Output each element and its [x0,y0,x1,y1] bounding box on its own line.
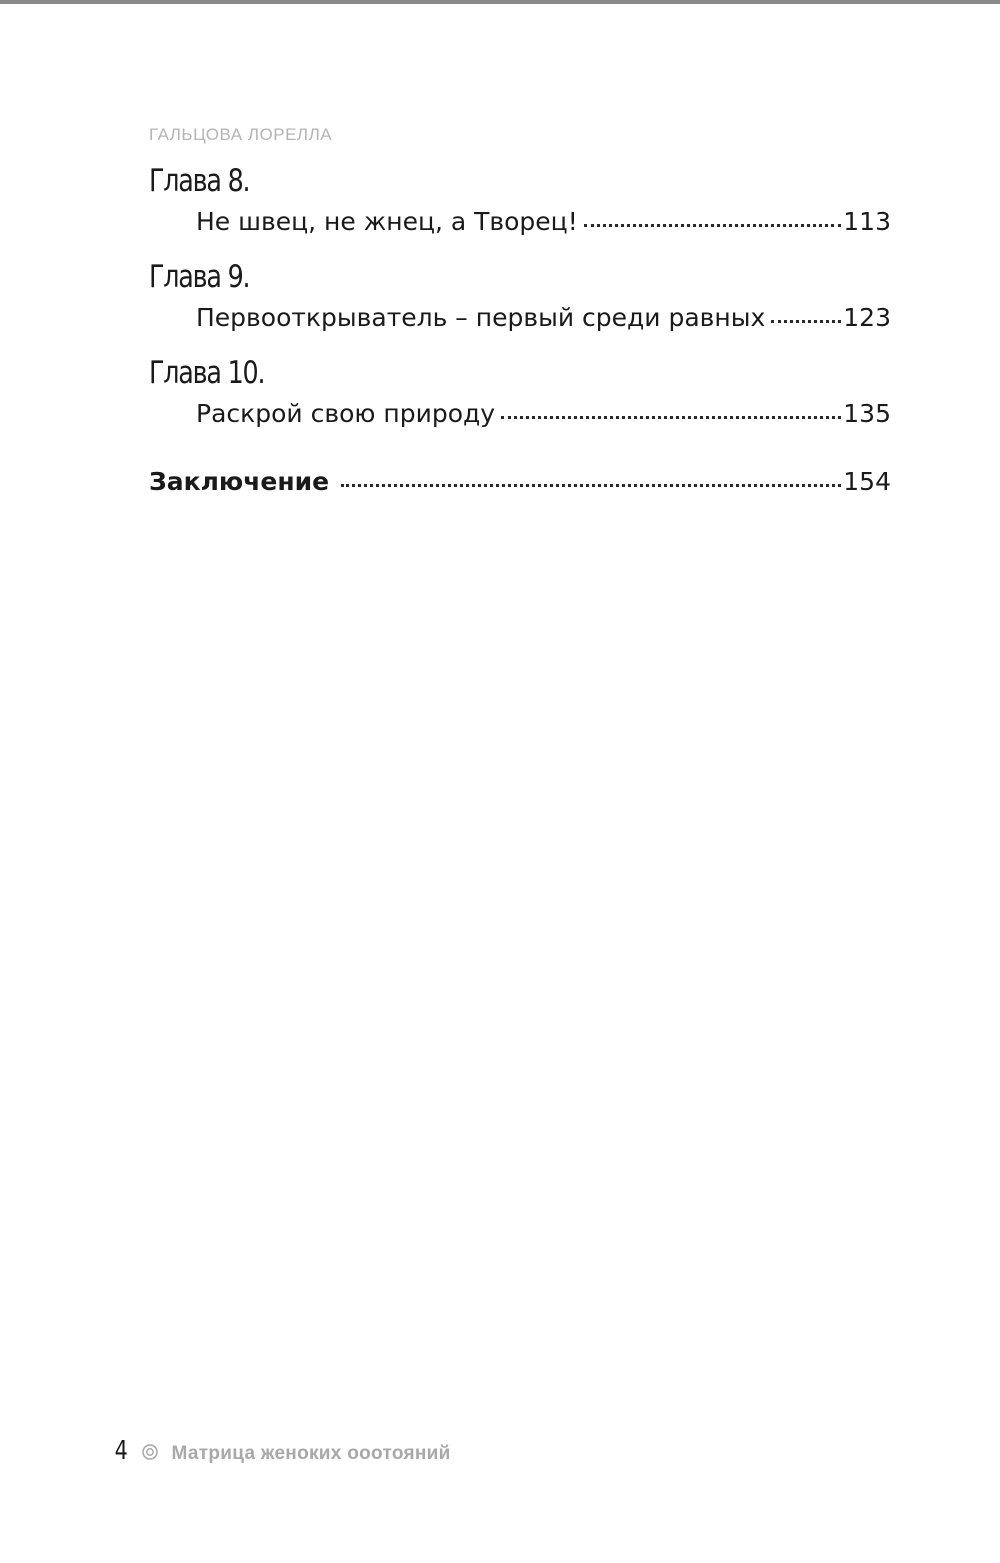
toc-entry-page: 135 [843,399,891,428]
chapter-heading: Глава 8. [149,163,250,199]
chapter-heading: Глава 9. [149,259,250,295]
running-head-author: ГАЛЬЦОВА ЛОРЕЛЛА [149,125,333,144]
toc-entry-title: Первооткрыватель – первый среди равных [196,303,766,332]
toc-entry-title: Не швец, не жнец, а Творец! [196,207,578,236]
dot-leader [341,484,841,487]
book-logo-icon [142,1444,158,1460]
toc-chapter-9 [149,256,891,338]
page-number: 4 [114,1436,128,1466]
toc-entry[interactable] [149,202,891,242]
toc-entry[interactable] [149,394,891,434]
top-border-rule [0,0,1000,4]
page-footer [113,1436,451,1466]
toc-entry-page: 123 [843,303,891,332]
toc-entry-conclusion[interactable] [149,462,891,502]
footer-book-title: Матрица женоких ооотояний [171,1443,451,1464]
dot-leader [771,320,841,323]
toc-entry[interactable] [149,298,891,338]
toc-entry-title: Заключение [149,467,330,496]
chapter-heading: Глава 10. [149,355,265,391]
toc-entry-page: 113 [843,207,891,236]
toc-chapter-10 [149,352,891,434]
dot-leader [501,416,841,419]
toc-chapter-8 [149,160,891,242]
toc-entry-title: Раскрой свою природу [196,399,496,428]
table-of-contents [149,160,891,502]
toc-entry-page: 154 [843,467,891,496]
dot-leader [584,224,842,227]
